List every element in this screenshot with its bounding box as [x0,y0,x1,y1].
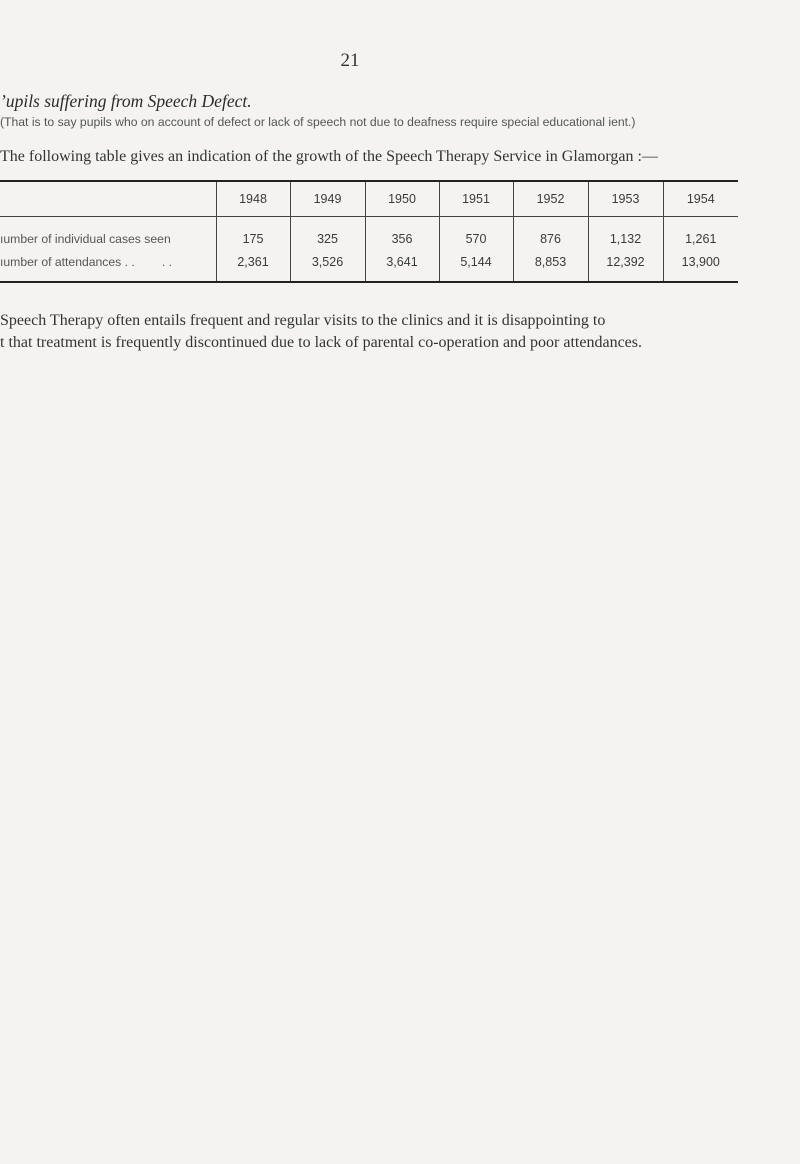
table-cell: 1,132 [588,217,663,251]
table-cell: 3,526 [290,250,365,282]
column-header: 1950 [365,181,439,217]
column-header: 1952 [513,181,588,217]
row-label: ıumber of individual cases seen [0,231,171,246]
table-cell: 13,900 [663,250,738,282]
table-cell: 325 [290,217,365,251]
header-blank [0,181,216,217]
closing-line: t that treatment is frequently discontinued due to lack of parental co-operation and poor attendances. [0,334,642,351]
section-note: (That is to say pupils who on account of defect or lack of speech not due to deafness require special educational ient.) [0,115,636,129]
table-row [0,217,738,251]
column-header: 1953 [588,181,663,217]
speech-therapy-table [0,180,738,283]
table-cell: 1,261 [663,217,738,251]
row-label: ıumber of attendances . . . . [0,254,173,269]
table-cell: 356 [365,217,439,251]
table-cell: 175 [216,217,290,251]
closing-paragraph [0,310,740,354]
table-cell: 570 [439,217,513,251]
column-header: 1954 [663,181,738,217]
table-cell: 876 [513,217,588,251]
table-header-row [0,181,738,217]
table-row [0,250,738,282]
column-header: 1948 [216,181,290,217]
table-cell: 12,392 [588,250,663,282]
intro-paragraph: The following table gives an indication of the growth of the Speech Therapy Service in Glamorgan :— [0,148,658,165]
table-cell: 2,361 [216,250,290,282]
closing-line: Speech Therapy often entails frequent and regular visits to the clinics and it is disappointing to [0,312,606,329]
column-header: 1949 [290,181,365,217]
table-cell: 8,853 [513,250,588,282]
section-heading: ’upils suffering from Speech Defect. [0,91,252,111]
table-cell: 5,144 [439,250,513,282]
column-header: 1951 [439,181,513,217]
table-cell: 3,641 [365,250,439,282]
page-number: 21 [340,50,360,71]
